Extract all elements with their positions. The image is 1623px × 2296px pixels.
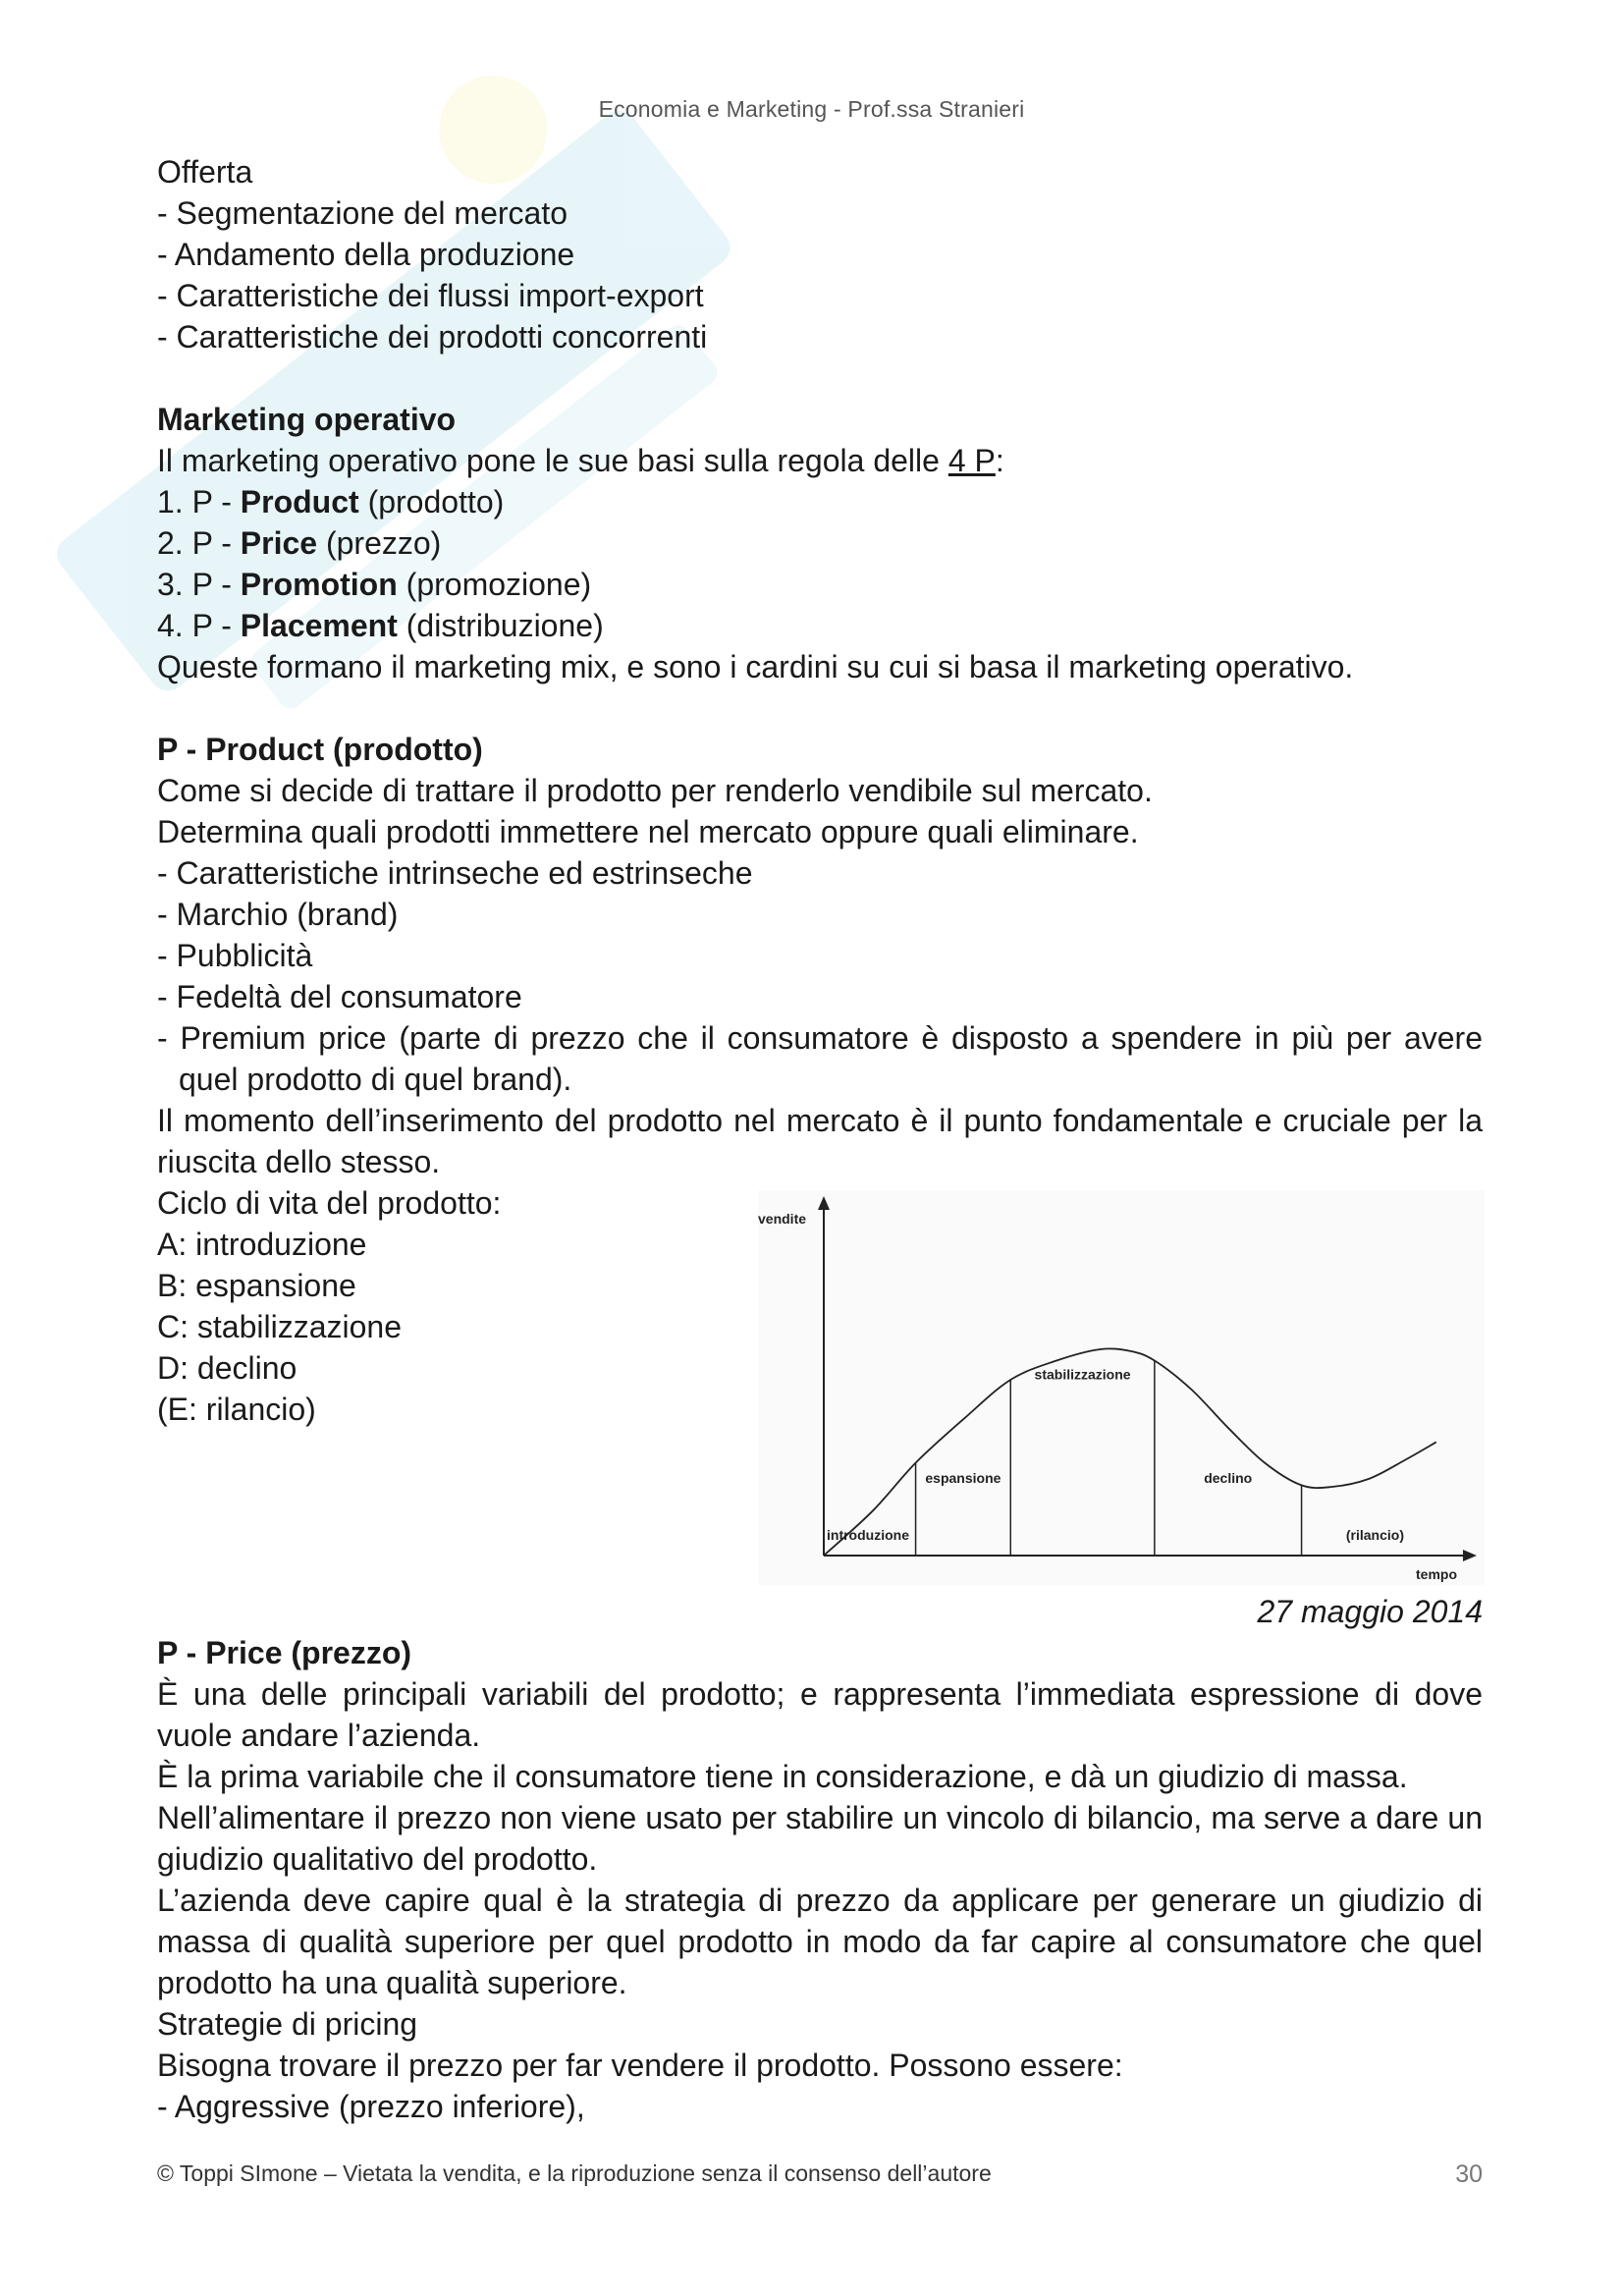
four-p-item: 3. P - Promotion (promozione) [157,567,592,602]
product-line: - Pubblicità [157,938,313,973]
product-line: - Fedeltà del consumatore [157,979,522,1014]
offerta-item: - Caratteristiche dei flussi import-export [157,278,704,313]
marketing-operativo-intro: Il marketing operativo pone le sue basi sulla regola delle 4 P: [157,443,1004,478]
offerta-title: Offerta [157,154,253,190]
price-paragraph: Bisogna trovare il prezzo per far vendere il prodotto. Possono essere: [157,2048,1123,2083]
lifecycle-section [157,1182,1483,1582]
lecture-date: 27 maggio 2014 [1257,1594,1483,1629]
product-line: - Caratteristiche intrinseche ed estrinseche [157,855,753,891]
lifecycle-phase: D: declino [157,1350,298,1386]
price-paragraph: - Aggressive (prezzo inferiore), [157,2089,585,2124]
lifecycle-phase: (E: rilancio) [157,1392,316,1427]
lifecycle-phase: A: introduzione [157,1227,367,1262]
price-paragraph: È la prima variabile che il consumatore tiene in considerazione, e dà un giudizio di massa. [157,1759,1408,1794]
offerta-item: - Caratteristiche dei prodotti concorrenti [157,319,708,355]
stage-label: (rilancio) [1345,1527,1404,1543]
price-paragraph: Nell’alimentare il prezzo non viene usato per stabilire un vincolo di bilancio, ma serve a dare un giudizio qualitativo del prodotto. [157,1800,1483,1877]
stage-label: introduzione [827,1527,909,1543]
product-title: P - Product (prodotto) [157,732,483,767]
momento-paragraph: Il momento dell’inserimento del prodotto nel mercato è il punto fondamentale e cruciale per la riuscita dello stesso. [157,1103,1483,1179]
four-p-item: 1. P - Product (prodotto) [157,484,505,519]
marketing-operativo-title: Marketing operativo [157,402,457,437]
offerta-item: - Segmentazione del mercato [157,195,568,231]
stage-label: espansione [925,1470,1001,1486]
product-line: - Marchio (brand) [157,897,399,932]
product-line: Determina quali prodotti immettere nel mercato oppure quali eliminare. [157,814,1139,849]
copyright-notice: © Toppi SImone – Vietata la vendita, e la riproduzione senza il consenso dell’autore [157,2160,992,2186]
lifecycle-title: Ciclo di vita del prodotto: [157,1185,502,1221]
page-footer [157,2160,1483,2187]
four-p-item: 4. P - Placement (distribuzione) [157,608,604,643]
lifecycle-phase: C: stabilizzazione [157,1309,402,1344]
lifecycle-chart [758,1190,1485,1585]
price-paragraph: Strategie di pricing [157,2006,418,2042]
price-title: P - Price (prezzo) [157,1635,412,1670]
price-paragraph: È una delle principali variabili del prodotto; e rappresenta l’immediata espressione di dove vuole andare l’azienda. [157,1676,1483,1753]
product-line: Come si decide di trattare il prodotto per renderlo vendibile sul mercato. [157,773,1153,808]
stage-label: declino [1204,1470,1253,1486]
four-p-item: 2. P - Price (prezzo) [157,525,442,561]
offerta-item: - Andamento della produzione [157,237,575,272]
stage-label: stabilizzazione [1034,1366,1131,1383]
y-axis-label: vendite [758,1211,807,1227]
four-p-link: 4 P [947,443,996,478]
x-axis-label: tempo [1416,1566,1457,1582]
page-header: Economia e Marketing - Prof.ssa Stranieri [598,96,1025,122]
premium-price-item: - Premium price (parte di prezzo che il consumatore è disposto a spendere in più per avere quel prodotto di quel brand). [157,1020,1483,1097]
page-number: 30 [1455,2160,1483,2188]
document-body [157,151,1483,2127]
marketing-mix-conclusion: Queste formano il marketing mix, e sono i cardini su cui si basa il marketing operativo. [157,649,1354,684]
price-paragraph: L’azienda deve capire qual è la strategia di prezzo da applicare per generare un giudizio di massa di qualità superiore per quel prodotto in modo da far capire al consumatore che quel prodotto ha una qualità superiore. [157,1883,1483,2000]
lifecycle-phase: B: espansione [157,1268,356,1303]
